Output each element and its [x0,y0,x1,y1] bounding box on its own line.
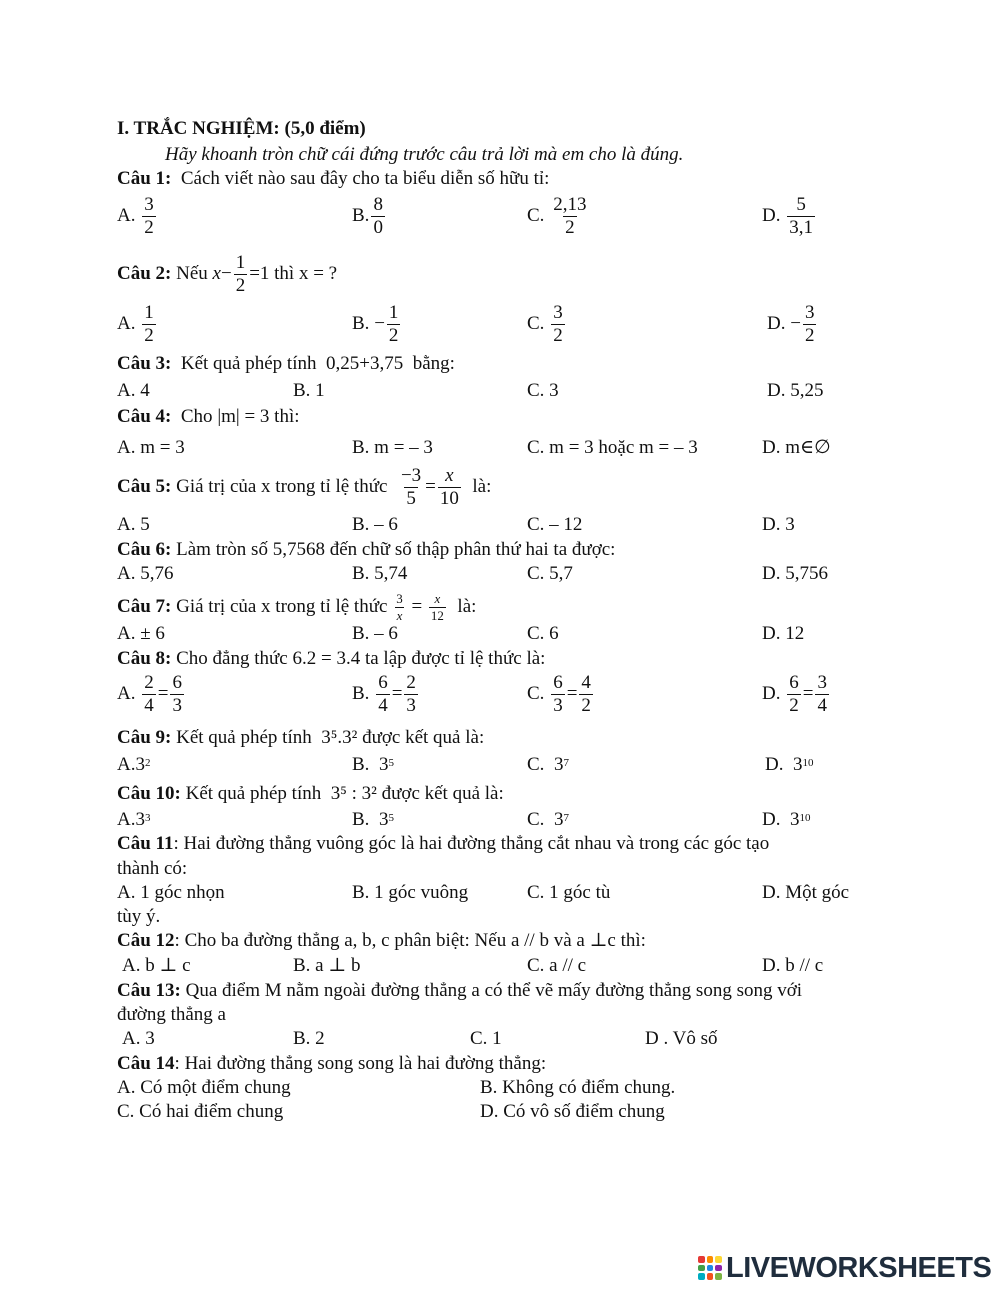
q13-option-d[interactable]: D . Vô số [645,1028,718,1049]
question-10: Câu 10: Kết quả phép tính 3⁵ : 3² được kết quả là: [117,783,504,804]
q2-option-b[interactable]: B. − $\frac{1}{2}$ [352,302,399,346]
logo-square [698,1265,705,1272]
logo-square [715,1256,722,1263]
section-title: I. TRẮC NGHIỆM: (5,0 điểm) [117,118,366,139]
question-11: Câu 11: Hai đường thẳng vuông góc là hai đường thẳng cắt nhau và trong các góc tạo [117,833,770,854]
question-1 [117,168,549,190]
liveworksheets-logo-icon [698,1256,722,1280]
q4-option-c[interactable]: C. m = 3 hoặc m = – 3 [527,437,698,458]
q3-option-c[interactable]: C. 3 [527,380,559,401]
question-12: Câu 12: Cho ba đường thẳng a, b, c phân biệt: Nếu a // b và a ⊥c thì: [117,930,646,951]
q10-option-c[interactable]: C. $3^7$ [527,809,569,830]
q5-option-a[interactable]: A. 5 [117,514,150,535]
question-8: Câu 8: Cho đẳng thức 6.2 = 3.4 ta lập được tỉ lệ thức là: [117,648,546,669]
q11-option-b[interactable]: B. 1 góc vuông [352,882,469,903]
question-13-cont: đường thẳng a [117,1004,226,1025]
question-13: Câu 13: Qua điểm M nằm ngoài đường thẳng a có thể vẽ mấy đường thẳng song song với [117,980,803,1001]
q2-option-d[interactable]: D. − $\frac{3}{2}$ [767,302,815,346]
q13-option-c[interactable]: C. 1 [470,1028,502,1049]
q8-option-c[interactable]: C. $\frac{6}{3}$ = $\frac{4}{2}$ [527,672,591,716]
q6-option-b[interactable]: B. 5,74 [352,563,408,584]
q14-option-b[interactable]: B. Không có điểm chung. [480,1077,676,1098]
q11-option-a[interactable]: A. 1 góc nhọn [117,882,225,903]
q6-option-a[interactable]: A. 5,76 [117,563,174,584]
logo-square [707,1273,714,1280]
q9-option-a[interactable]: $A.3^2$ [117,754,151,775]
q1-option-c[interactable]: C. $\frac{2,13}{2}$ [527,194,587,238]
q10-option-d[interactable]: D. $3^{10}$ [762,809,811,830]
question-11-cont: thành có: [117,858,188,879]
q11-option-d-cont: tùy ý. [117,906,161,927]
q1-option-d[interactable]: D. $\frac{5}{3,1}$ [762,194,813,238]
logo-square [698,1256,705,1263]
q4-option-d[interactable]: D. m∈∅ [762,437,831,458]
q5-option-b[interactable]: B. – 6 [352,514,398,535]
q5-option-c[interactable]: C. – 12 [527,514,583,535]
question-4: Câu 4: Cho |m| = 3 thì: [117,406,300,427]
logo-square [707,1265,714,1272]
logo-square [707,1256,714,1263]
liveworksheets-logo[interactable] [698,1251,991,1285]
q9-option-b[interactable]: B. $3^5$ [352,754,394,775]
question-text: Cách viết nào sau đây cho ta biểu diễn số hữu tỉ: [180,168,550,189]
q12-option-c[interactable]: C. a // c [527,955,587,976]
q13-option-b[interactable]: B. 2 [293,1028,325,1049]
q12-option-d[interactable]: D. b // c [762,955,824,976]
section-instruction: Hãy khoanh tròn chữ cái đứng trước câu trả lời mà em cho là đúng. [165,144,684,165]
question-7: Câu 7: Giá trị của x trong tỉ lệ thức $\frac{3}{x}$ = $\frac{x}{12}$ là: [117,591,477,623]
q7-option-d[interactable]: D. 12 [762,623,805,644]
q7-option-c[interactable]: C. 6 [527,623,559,644]
q1-option-b[interactable]: B. $\frac{8}{0}$ [352,194,383,238]
q1-option-a[interactable]: A. $\frac{3}{2}$ [117,194,154,238]
logo-square [698,1273,705,1280]
q4-option-a[interactable]: A. m = 3 [117,437,185,458]
q9-option-d[interactable]: D. $3^{10}$ [765,754,814,775]
question-6: Câu 6: Làm tròn số 5,7568 đến chữ số thập phân thứ hai ta được: [117,539,616,560]
q11-option-c[interactable]: C. 1 góc tù [527,882,611,903]
q14-option-d[interactable]: D. Có vô số điểm chung [480,1101,665,1122]
q8-option-a[interactable]: A. $\frac{2}{4}$ = $\frac{6}{3}$ [117,672,182,716]
question-5: Câu 5: Giá trị của x trong tỉ lệ thức $\frac{-3}{5}$ = $\frac{x}{10}$ là: [117,465,492,509]
brand-name: LIVEWORKSHEETS [726,1251,992,1284]
q9-option-c[interactable]: C. $3^7$ [527,754,569,775]
q5-option-d[interactable]: D. 3 [762,514,795,535]
question-label: Câu 1: [117,168,172,189]
q11-option-d[interactable]: D. Một góc [762,882,850,903]
logo-square [715,1265,722,1272]
q6-option-c[interactable]: C. 5,7 [527,563,573,584]
q12-option-b[interactable]: B. a ⊥ b [293,955,361,976]
q8-option-d[interactable]: D. $\frac{6}{2}$ = $\frac{3}{4}$ [762,672,827,716]
q6-option-d[interactable]: D. 5,756 [762,563,828,584]
question-3: Câu 3: Kết quả phép tính 0,25+3,75 bằng: [117,353,455,374]
q12-option-a[interactable]: A. b ⊥ c [122,955,191,976]
q7-option-a[interactable]: A. ± 6 [117,623,165,644]
q10-option-a[interactable]: $A.3^3$ [117,809,151,830]
q14-option-c[interactable]: C. Có hai điểm chung [117,1101,284,1122]
q3-option-b[interactable]: B. 1 [293,380,325,401]
q2-option-a[interactable]: A. $\frac{1}{2}$ [117,302,154,346]
q8-option-b[interactable]: B. $\frac{6}{4}$ = $\frac{2}{3}$ [352,672,416,716]
logo-square [715,1273,722,1280]
q13-option-a[interactable]: A. 3 [122,1028,155,1049]
question-2: Câu 2: Nếu x− $\frac{1}{2}$ =1 thì x = ? [117,252,338,296]
q7-option-b[interactable]: B. – 6 [352,623,398,644]
q3-option-a[interactable]: A. 4 [117,380,150,401]
q4-option-b[interactable]: B. m = – 3 [352,437,433,458]
question-14: Câu 14: Hai đường thẳng song song là hai đường thẳng: [117,1053,547,1074]
q10-option-b[interactable]: B. $3^5$ [352,809,394,830]
q14-option-a[interactable]: A. Có một điểm chung [117,1077,291,1098]
question-9: Câu 9: Kết quả phép tính 3⁵.3² được kết quả là: [117,727,485,748]
q2-option-c[interactable]: C. $\frac{3}{2}$ [527,302,563,346]
q3-option-d[interactable]: D. 5,25 [767,380,824,401]
